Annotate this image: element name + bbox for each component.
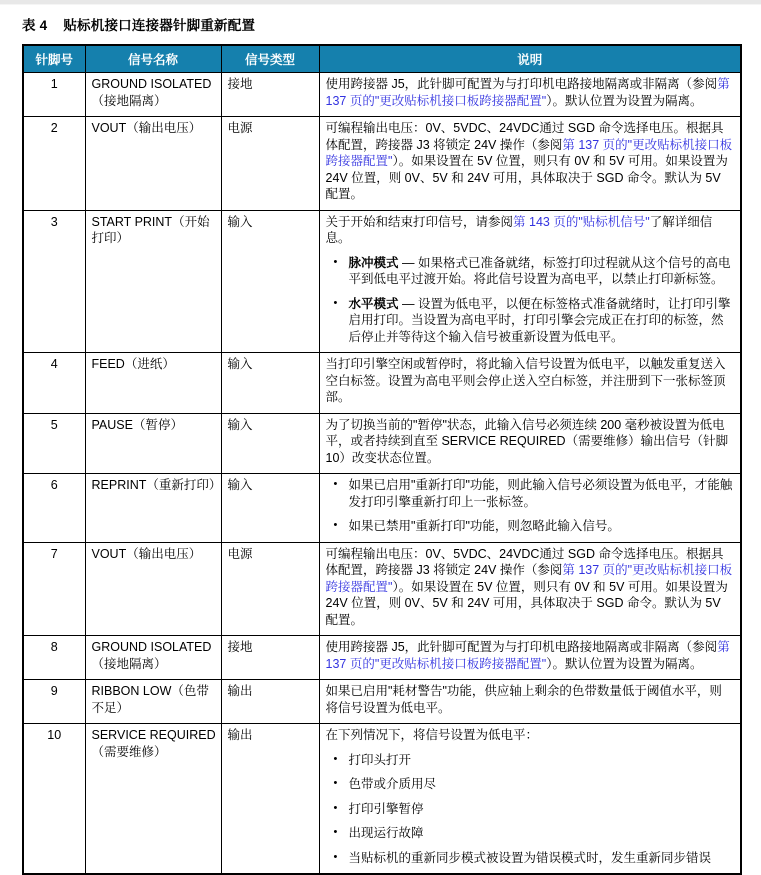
text-runs — [349, 776, 735, 793]
text-run: ）。如果设置在 5V 位置，则只有 0V 和 5V 可用。如果设置为 24V 位置，则 0V、5V 和 24V 可用，具体取决于 SGD 命令。默认为 5V 配置。 — [325, 154, 728, 201]
bold-term: 水平模式 — [348, 296, 399, 311]
table-row — [23, 117, 741, 211]
bullet-item — [326, 255, 735, 288]
page-reference-link[interactable]: 第 137 页的"更改贴标机接口板跨接器配置" — [325, 563, 733, 594]
description-paragraph — [326, 727, 735, 744]
signal-type-cell: 接地 — [221, 636, 319, 680]
text-run: ）。默认位置为设置为隔离。 — [546, 656, 703, 671]
pin-number-cell: 2 — [23, 117, 85, 211]
table-row — [23, 353, 741, 414]
text-run: — 设置为低电平，以便在标签格式准备就绪时，让打印引擎启用打印。当设置为高电平时，打印引擎会完成正在打印的标签，然后停止并等待这个输入信号被重新设置为低电平。 — [348, 296, 731, 344]
bullet-icon: • — [333, 826, 338, 838]
description-paragraph — [326, 214, 735, 247]
description-cell — [319, 353, 741, 414]
text-runs — [326, 684, 722, 715]
table-caption-text: 贴标机接口连接器针脚重新配置 — [63, 18, 256, 33]
text-runs — [326, 357, 726, 404]
table-row — [23, 636, 741, 680]
signal-type-cell: 输出 — [221, 680, 319, 724]
text-runs — [349, 850, 735, 867]
table-header-row — [23, 45, 741, 73]
header-pin-number: 针脚号 — [23, 45, 85, 73]
text-run: 可编程输出电压：0V、5VDC、24VDC通过 SGD 命令选择电压。根据具体配置，跨接器 J3 将锁定 24V 操作（参阅 — [325, 121, 724, 152]
description-cell — [319, 474, 741, 543]
text-run: 打印引擎暂停 — [348, 801, 424, 816]
text-run: — 如果格式已准备就绪，标签打印过程就从这个信号的高电平到低电平过渡开始。将此信号设置为高电平，以禁止打印新标签。 — [348, 255, 731, 286]
signal-type-cell: 输入 — [221, 210, 319, 353]
signal-name-cell: GROUND ISOLATED （接地隔离） — [85, 636, 221, 680]
signal-type-cell: 接地 — [221, 73, 319, 117]
text-runs — [349, 518, 735, 535]
pin-number-cell: 4 — [23, 353, 85, 414]
table-row — [23, 474, 741, 543]
pin-number-cell: 6 — [23, 474, 85, 543]
text-runs — [349, 255, 735, 288]
bullet-icon: • — [333, 255, 338, 268]
text-runs — [349, 801, 735, 818]
bullet-icon: • — [333, 519, 338, 531]
description-paragraph — [326, 546, 735, 629]
page-reference-link[interactable]: 第 137 页的"更改贴标机接口板跨接器配置" — [325, 640, 730, 671]
signal-name-cell: START PRINT（开始打印） — [85, 210, 221, 353]
signal-name-cell: VOUT（输出电压） — [85, 117, 221, 211]
description-cell — [319, 73, 741, 117]
bullet-item — [326, 850, 735, 867]
pin-configuration-table — [22, 44, 742, 875]
bullet-icon: • — [333, 801, 338, 814]
text-run: 如果已启用"重新打印"功能，则此输入信号必须设置为低电平，才能触发打印引擎重新打印上一张标签。 — [348, 478, 733, 509]
bullet-icon: • — [333, 752, 338, 765]
pin-number-cell: 9 — [23, 680, 85, 724]
signal-name-cell: PAUSE（暂停） — [85, 413, 221, 474]
text-run: 当打印引擎空闲或暂停时，将此输入信号设置为低电平，以触发重复送入空白标签。设置为高电平则会停止送入空白标签，并注册到下一张标签顶部。 — [325, 357, 726, 404]
bullet-icon: • — [333, 478, 338, 490]
table-row — [23, 542, 741, 636]
bullet-item — [326, 518, 735, 535]
description-paragraph — [326, 120, 735, 203]
signal-name-cell: GROUND ISOLATED（接地隔离） — [85, 73, 221, 117]
description-paragraph — [326, 356, 735, 406]
bullet-item — [326, 776, 735, 793]
bold-term: 脉冲模式 — [348, 255, 399, 270]
text-run: 在下列情况下，将信号设置为低电平： — [325, 728, 539, 742]
page-reference-link[interactable]: 第 137 页的"更改贴标机接口板跨接器配置" — [325, 137, 733, 168]
table-row — [23, 724, 741, 875]
page-reference-link[interactable]: 第 137 页的"更改贴标机接口板跨接器配置" — [325, 77, 730, 108]
text-run: 如果已禁用"重新打印"功能，则忽略此输入信号。 — [348, 519, 620, 533]
description-paragraph — [326, 639, 735, 672]
bullet-icon: • — [333, 296, 338, 309]
text-run: 色带或介质用尽 — [348, 777, 437, 791]
text-runs — [326, 77, 730, 108]
table-caption — [22, 14, 741, 34]
bullet-item — [326, 825, 735, 842]
text-runs — [349, 296, 735, 346]
bullet-item — [326, 296, 735, 346]
text-run: 如果已启用"耗材警告"功能，供应轴上剩余的色带数量低于阈值水平，则将信号设置为低电平。 — [325, 684, 722, 715]
bullet-icon: • — [333, 850, 338, 863]
description-cell — [319, 413, 741, 474]
signal-name-cell: SERVICE REQUIRED（需要维修） — [85, 724, 221, 875]
text-runs — [326, 547, 733, 627]
description-cell — [319, 636, 741, 680]
description-cell — [319, 680, 741, 724]
text-run: 关于开始和结束打印信号，请参阅 — [325, 214, 514, 229]
table-row — [23, 210, 741, 353]
description-cell — [319, 724, 741, 875]
pin-number-cell: 10 — [23, 724, 85, 875]
signal-type-cell: 电源 — [221, 117, 319, 211]
description-paragraph — [326, 417, 735, 467]
page-reference-link[interactable]: 第 143 页的"贴标机信号" — [513, 214, 650, 229]
signal-name-cell: VOUT（输出电压） — [85, 542, 221, 636]
text-run: 当贴标机的重新同步模式被设置为错误模式时，发生重新同步错误 — [348, 850, 712, 865]
text-runs — [326, 728, 539, 742]
pin-number-cell: 7 — [23, 542, 85, 636]
bullet-item — [326, 477, 735, 510]
table-caption-label: 表 4 — [22, 18, 48, 33]
table-row — [23, 413, 741, 474]
table-row — [23, 73, 741, 117]
text-run: ）。如果设置在 5V 位置，则只有 0V 和 5V 可用。如果设置为 24V 位置，则 0V、5V 和 24V 可用，具体取决于 SGD 命令。默认为 5V 配置。 — [325, 579, 728, 627]
description-cell — [319, 542, 741, 636]
text-run: 使用跨接器 J5，此针脚可配置为与打印机电路接地隔离或非隔离（参阅 — [325, 640, 718, 654]
text-runs — [326, 121, 733, 201]
header-description: 说明 — [319, 45, 741, 73]
text-run: 可编程输出电压：0V、5VDC、24VDC通过 SGD 命令选择电压。根据具体配置，跨接器 J3 将锁定 24V 操作（参阅 — [325, 546, 724, 577]
table-body — [23, 73, 741, 875]
text-run: 出现运行故障 — [348, 826, 424, 840]
text-run: 为了切换当前的"暂停"状态，此输入信号必须连续 200 毫秒被设置为低电平，或者持续到直至 SERVICE REQUIRED（需要维修）输出信号（针脚 10）改变状态位置。 — [325, 417, 729, 465]
text-runs — [326, 215, 713, 246]
document-page — [0, 5, 761, 875]
pin-number-cell: 5 — [23, 413, 85, 474]
header-signal-name: 信号名称 — [85, 45, 221, 73]
text-runs — [326, 418, 729, 465]
header-signal-type: 信号类型 — [221, 45, 319, 73]
bullet-icon: • — [333, 777, 338, 789]
text-run: 打印头打开 — [348, 752, 412, 767]
text-run: 了解详细信息。 — [325, 214, 713, 245]
description-paragraph — [326, 683, 735, 716]
pin-number-cell: 3 — [23, 210, 85, 353]
text-runs — [349, 752, 735, 769]
text-run: 使用跨接器 J5，此针脚可配置为与打印机电路接地隔离或非隔离（参阅 — [325, 77, 718, 91]
pin-number-cell: 1 — [23, 73, 85, 117]
description-cell — [319, 117, 741, 211]
signal-type-cell: 输入 — [221, 474, 319, 543]
table-row — [23, 680, 741, 724]
pin-number-cell: 8 — [23, 636, 85, 680]
text-runs — [349, 477, 735, 510]
bullet-item — [326, 801, 735, 818]
text-runs — [326, 640, 730, 671]
signal-name-cell: REPRINT（重新打印） — [85, 474, 221, 543]
signal-name-cell: FEED（进纸） — [85, 353, 221, 414]
description-paragraph — [326, 76, 735, 109]
bullet-item — [326, 752, 735, 769]
text-run: ）。默认位置为设置为隔离。 — [546, 93, 703, 108]
signal-name-cell: RIBBON LOW（色带不足） — [85, 680, 221, 724]
signal-type-cell: 输入 — [221, 353, 319, 414]
signal-type-cell: 电源 — [221, 542, 319, 636]
text-runs — [349, 825, 735, 842]
signal-type-cell: 输入 — [221, 413, 319, 474]
signal-type-cell: 输出 — [221, 724, 319, 875]
description-cell — [319, 210, 741, 353]
